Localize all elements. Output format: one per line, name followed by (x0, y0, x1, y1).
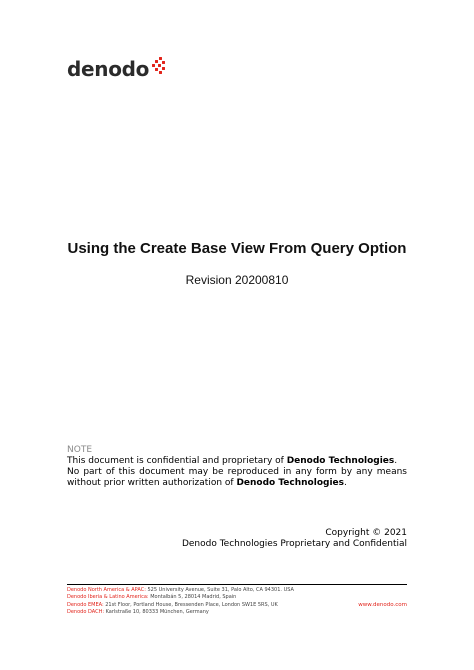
logo-dots-icon (151, 57, 165, 75)
footer-office-line (67, 594, 407, 601)
note-line-1-end: . (394, 456, 398, 466)
footer-website-link[interactable]: www.denodo.com (358, 602, 407, 608)
footer-office-label: Denodo Iberia & Latino America: (67, 594, 149, 601)
document-revision: Revision 20200810 (185, 273, 289, 287)
footer-office-label: Denodo EMEA: (67, 601, 104, 608)
note-line-1 (67, 456, 407, 467)
footer-office-address: 525 University Avenue, Suite 31, Palo Alto, CA 94301. USA (145, 587, 294, 593)
footer-office-address: 21st Floor, Portland House, Bressenden Place, London SW1E 5RS, UK (103, 601, 278, 608)
document-title: Using the Create Base View From Query Option (67, 240, 407, 257)
footer-office-address: Montalbán 5, 28014 Madrid, Spain (148, 594, 237, 601)
copyright-line: Copyright © 2021 (325, 528, 407, 538)
footer-divider (67, 584, 407, 585)
note-label: NOTE (67, 445, 93, 455)
note-line-1-text: This document is confidential and proprietary of (67, 456, 287, 466)
note-company-name: Denodo Technologies (286, 456, 395, 466)
footer-office-line (67, 602, 407, 609)
logo-wordmark: denodo (67, 57, 150, 81)
denodo-logo (67, 56, 165, 82)
footer-office-address: Karlstraße 10, 80333 München, Germany (104, 609, 209, 616)
note-company-name-2: Denodo Technologies (236, 478, 344, 488)
footer-office-line (67, 609, 407, 616)
note-line-2 (67, 467, 407, 489)
page-footer (67, 587, 407, 617)
confidentiality-note (67, 445, 407, 489)
note-line-2-text: No part of this document may be reproduced in any form by any means without prior written authorization of (67, 467, 407, 488)
note-line-2-end: . (344, 478, 347, 488)
footer-office-label: Denodo North America & APAC: (67, 587, 146, 593)
footer-office-label: Denodo DACH: (67, 609, 105, 616)
proprietary-line: Denodo Technologies Proprietary and Confidential (181, 539, 407, 549)
copyright-block (182, 528, 407, 550)
